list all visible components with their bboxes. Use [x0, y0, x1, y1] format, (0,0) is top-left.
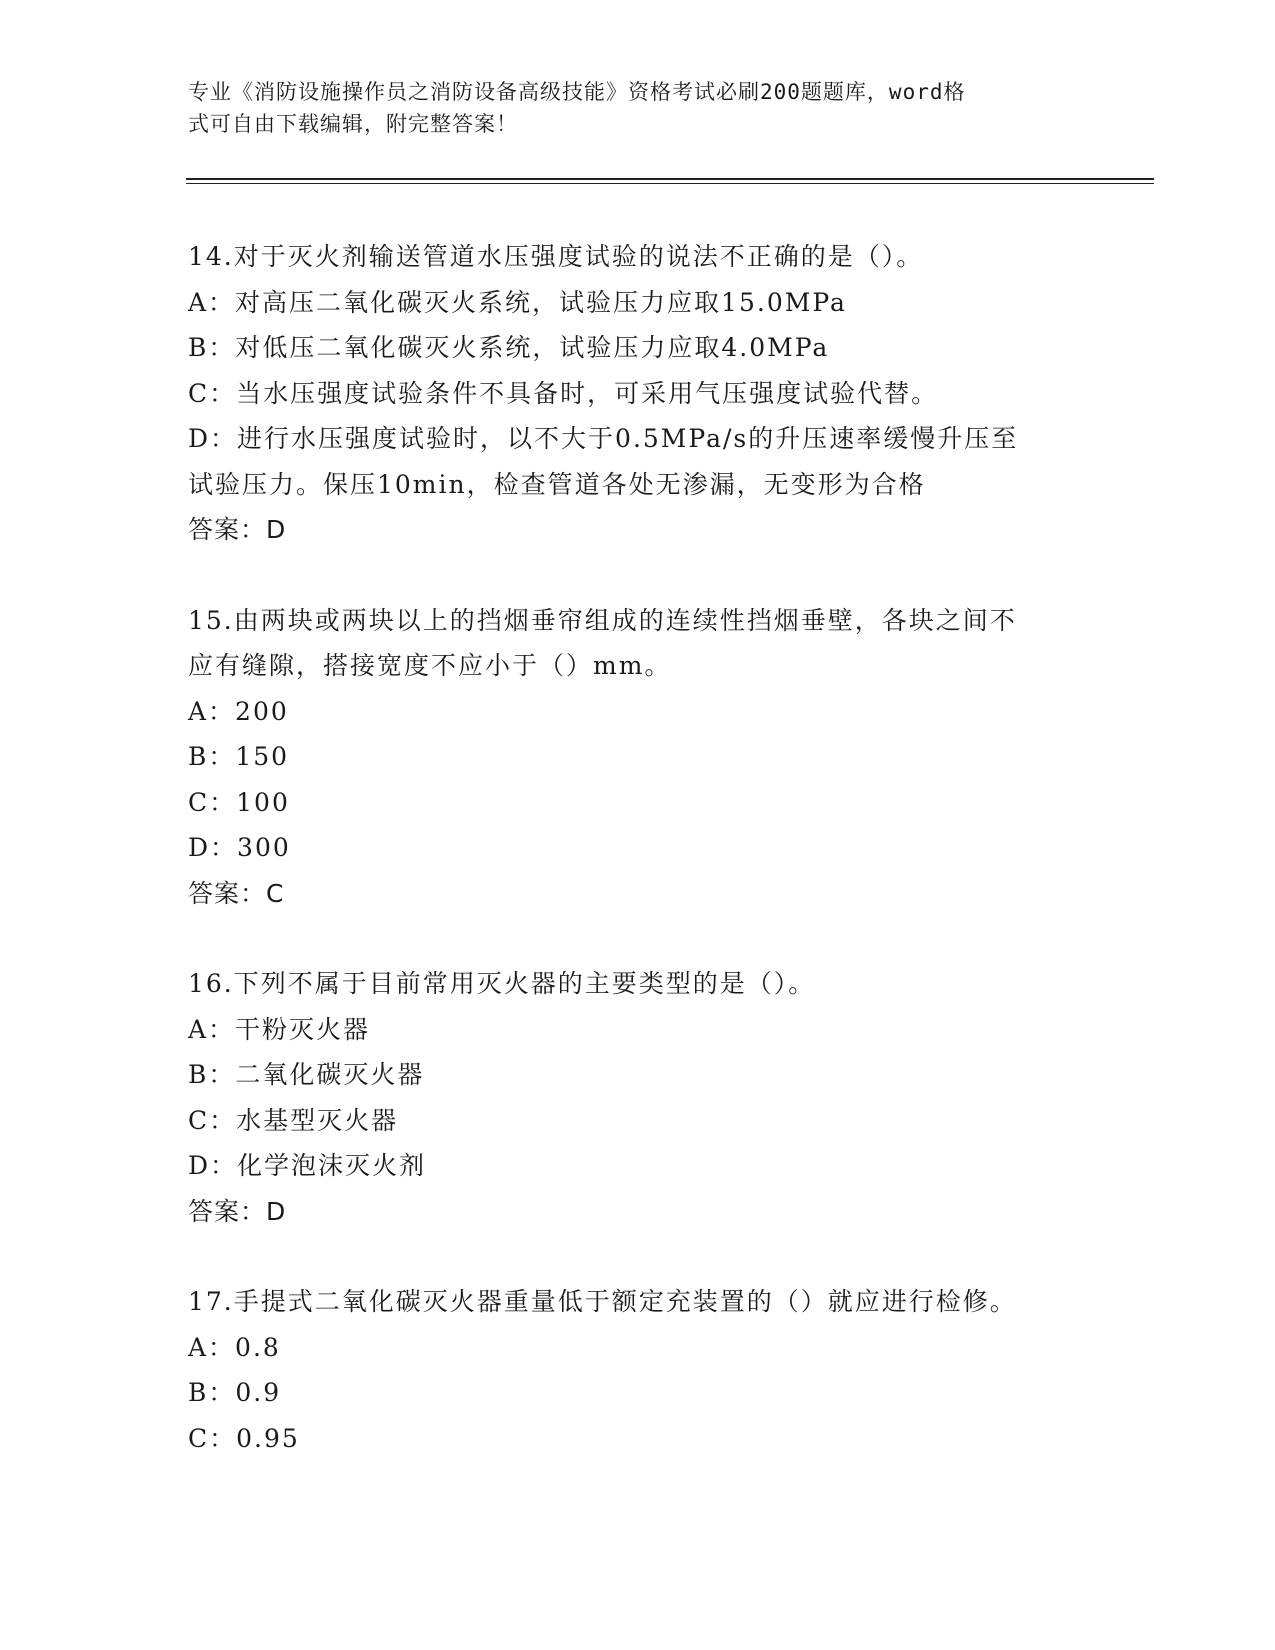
- answer: 答案：D: [188, 515, 287, 544]
- option-c: C：100: [188, 787, 290, 817]
- document-header: [188, 76, 1068, 140]
- option-c: C：水基型灭火器: [188, 1105, 399, 1135]
- option-a: A：对高压二氧化碳灭火系统，试验压力应取15.0MPa: [188, 287, 847, 317]
- question-spacer: [188, 916, 1088, 961]
- question-list: [188, 234, 1088, 1461]
- option-c: C：0.95: [188, 1423, 300, 1453]
- header-divider-thick: [186, 178, 1154, 180]
- option-a: A：0.8: [188, 1332, 281, 1362]
- question-spacer: [188, 553, 1088, 598]
- answer: 答案：D: [188, 1196, 287, 1226]
- question-stem: 14.对于灭火剂输送管道水压强度试验的说法不正确的是（）。: [188, 242, 924, 271]
- question-stem-continued: 应有缝隙，搭接宽度不应小于（）mm。: [188, 651, 672, 680]
- option-d: D：进行水压强度试验时，以不大于0.5MPa/s的升压速率缓慢升压至: [188, 424, 1019, 453]
- question-stem: 16.下列不属于目前常用灭火器的主要类型的是（）。: [188, 969, 816, 998]
- option-b: B：二氧化碳灭火器: [188, 1060, 425, 1089]
- option-d-continued: 试验压力。保压10min，检查管道各处无渗漏，无变形为合格: [188, 469, 926, 499]
- option-d: D：化学泡沫灭火剂: [188, 1151, 427, 1180]
- question-14: [188, 234, 1088, 553]
- header-line-1: 专业《消防设施操作员之消防设备高级技能》资格考试必刷200题题库，word格: [188, 80, 966, 104]
- option-b: B：0.9: [188, 1378, 282, 1407]
- option-a: A：200: [188, 696, 289, 726]
- question-stem: 17.手提式二氧化碳灭火器重量低于额定充装置的（）就应进行检修。: [188, 1287, 1017, 1316]
- option-a: A：干粉灭火器: [188, 1014, 371, 1044]
- header-line-2: 式可自由下载编辑，附完整答案！: [188, 112, 518, 136]
- option-c: C：当水压强度试验条件不具备时，可采用气压强度试验代替。: [188, 378, 939, 408]
- option-d: D：300: [188, 833, 291, 862]
- question-stem: 15.由两块或两块以上的挡烟垂帘组成的连续性挡烟垂壁，各块之间不: [188, 605, 1017, 635]
- question-15: [188, 598, 1088, 917]
- answer: 答案：C: [188, 878, 285, 908]
- question-spacer: [188, 1234, 1088, 1279]
- option-b: B：对低压二氧化碳灭火系统，试验压力应取4.0MPa: [188, 333, 830, 362]
- option-b: B：150: [188, 742, 290, 771]
- header-divider-thin: [186, 183, 1154, 184]
- question-17: [188, 1279, 1088, 1461]
- question-16: [188, 961, 1088, 1234]
